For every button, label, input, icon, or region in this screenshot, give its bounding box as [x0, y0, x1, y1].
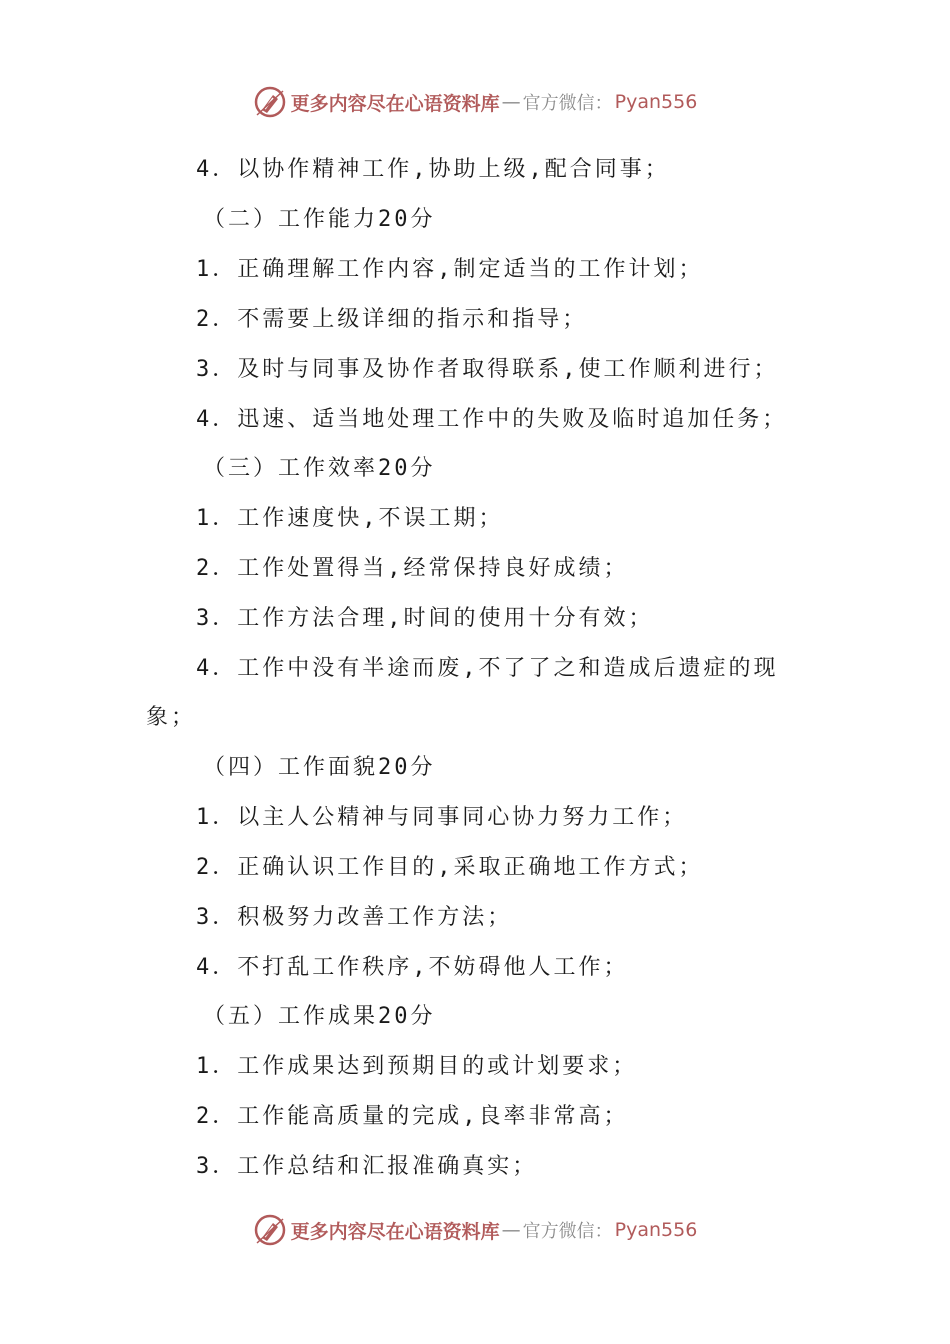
section-heading: （五）工作成果20分 — [203, 1004, 436, 1029]
watermark-text: 更多内容尽在心语资料库 — [290, 1220, 500, 1243]
list-item: 3．积极努力改善工作方法； — [196, 905, 513, 930]
list-item: 1．以主人公精神与同事同心协力努力工作； — [196, 805, 688, 830]
list-item: 3．工作方法合理,时间的使用十分有效； — [196, 606, 654, 631]
section-heading: （三）工作效率20分 — [203, 456, 436, 481]
list-item: 2．不需要上级详细的指示和指导； — [196, 307, 588, 332]
section-heading: （四）工作面貌20分 — [203, 755, 436, 780]
list-item: 2．工作处置得当,经常保持良好成绩； — [196, 556, 629, 581]
list-item-continuation: 象； — [146, 705, 197, 730]
list-item: 3．工作总结和汇报准确真实； — [196, 1154, 538, 1179]
watermark-wechat-id: Pyan556 — [614, 1219, 698, 1241]
watermark-suffix: 官方微信： — [522, 93, 613, 114]
watermark-dash: — — [501, 91, 521, 113]
section-heading: （二）工作能力20分 — [203, 207, 436, 232]
watermark-text: 更多内容尽在心语资料库 — [290, 92, 500, 115]
pen-nib-seal-icon — [253, 1213, 287, 1247]
list-item: 4．不打乱工作秩序,不妨碍他人工作； — [196, 955, 629, 980]
list-item: 2．正确认识工作目的,采取正确地工作方式； — [196, 855, 704, 880]
list-item: 4．工作中没有半途而废,不了了之和造成后遗症的现 — [196, 656, 779, 681]
list-item: 4．迅速、适当地处理工作中的失败及临时追加任务； — [196, 407, 788, 432]
footer-watermark — [0, 1208, 950, 1252]
list-item: 1．工作速度快,不误工期； — [196, 506, 504, 531]
header-watermark — [0, 80, 950, 124]
list-item: 2．工作能高质量的完成,良率非常高； — [196, 1104, 629, 1129]
list-item: 4．以协作精神工作,协助上级,配合同事； — [196, 157, 670, 182]
watermark-dash: — — [501, 1219, 521, 1241]
watermark-suffix: 官方微信： — [522, 1221, 613, 1242]
list-item: 1．工作成果达到预期目的或计划要求； — [196, 1054, 638, 1079]
list-item: 1．正确理解工作内容,制定适当的工作计划； — [196, 257, 704, 282]
watermark-wechat-id: Pyan556 — [614, 91, 698, 113]
list-item: 3．及时与同事及协作者取得联系,使工作顺利进行； — [196, 357, 779, 382]
pen-nib-seal-icon — [253, 85, 287, 119]
